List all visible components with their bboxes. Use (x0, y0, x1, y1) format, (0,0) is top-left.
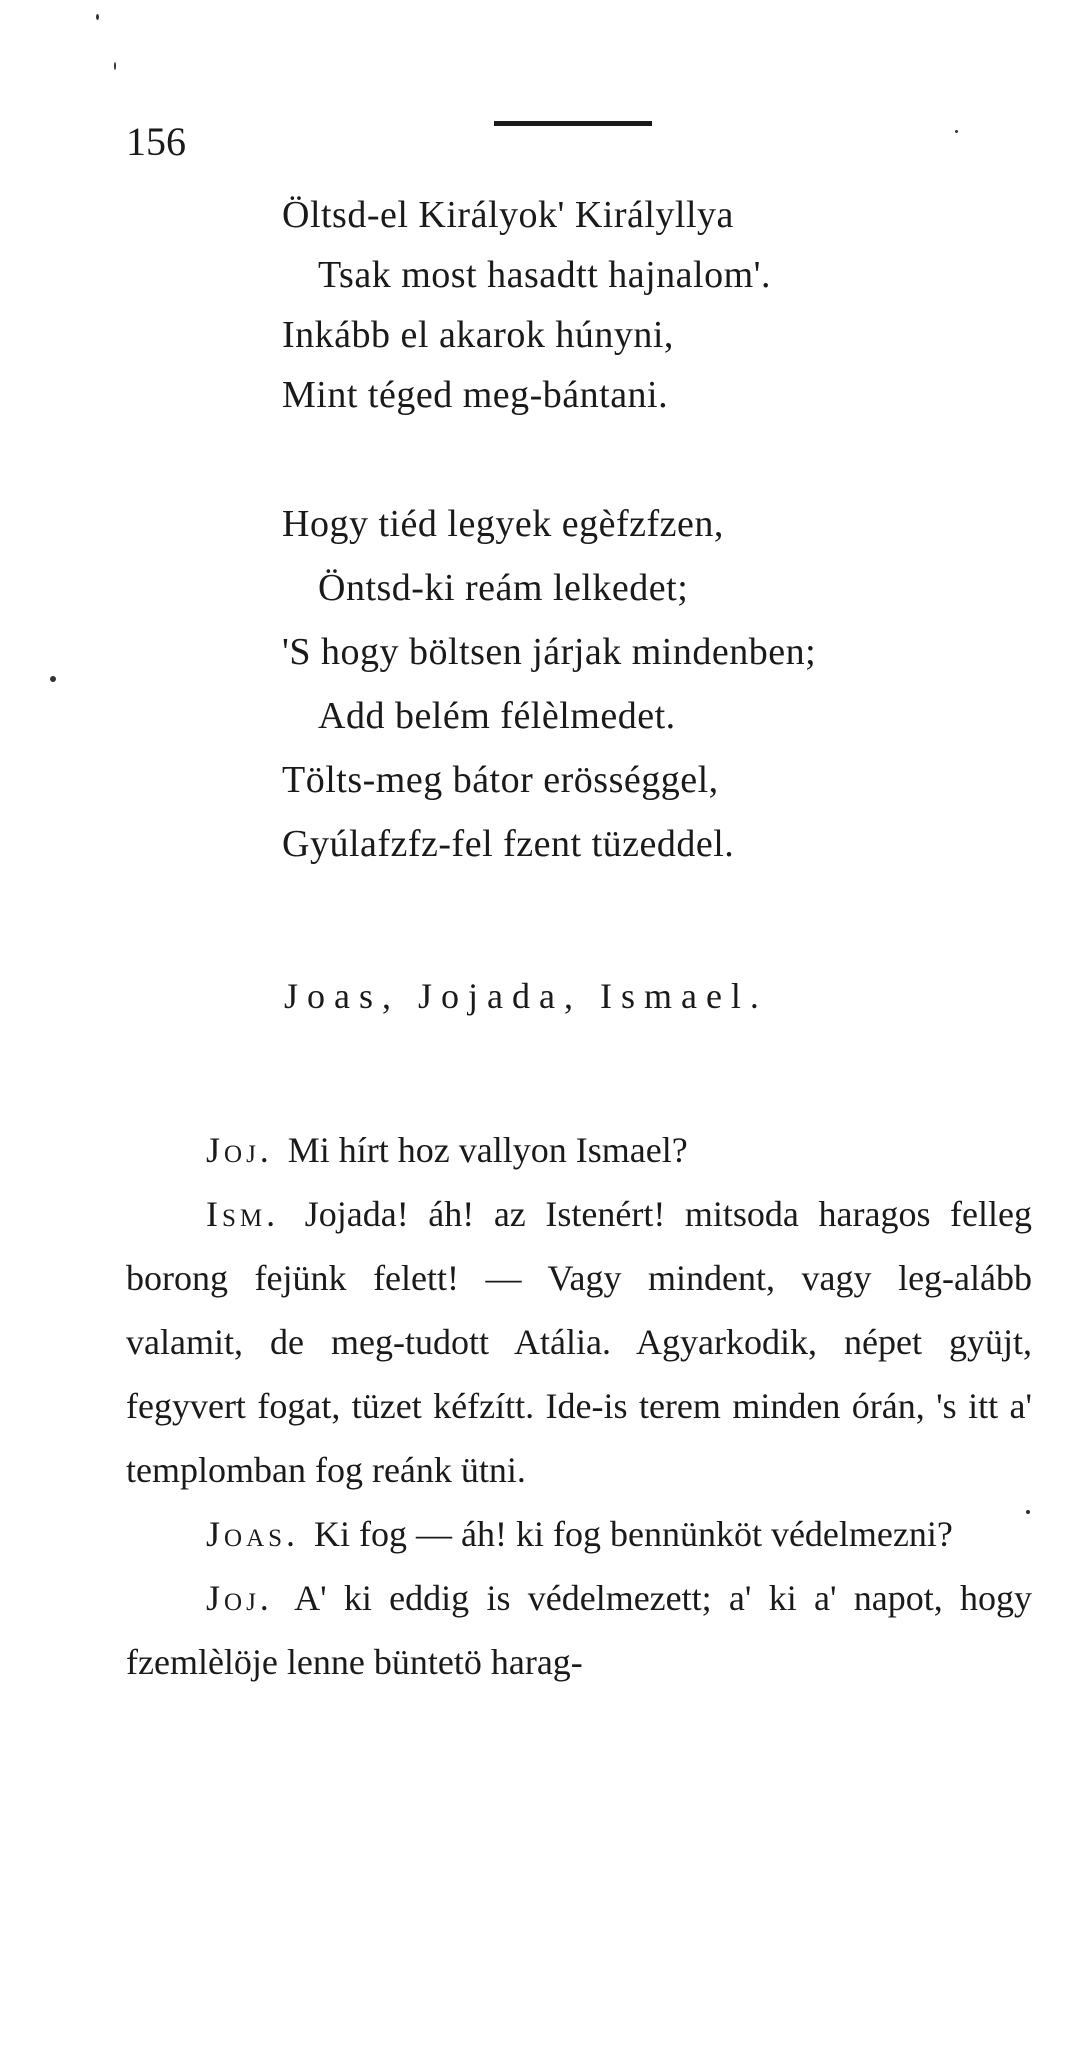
scene-heading: Joas, Jojada, Ismael. (284, 976, 768, 1016)
dialogue-text: A' ki eddig is védelmezett; a' ki a' napot, hogy fzemlèlöje lenne büntetö harag- (126, 1578, 1033, 1682)
page-number: 156 (126, 119, 186, 164)
verse-line: Gyúlafzfz-fel fzent tüzeddel. (282, 823, 735, 865)
verse-line: Tsak most hasadtt hajnalom'. (318, 254, 772, 296)
scan-speck (96, 14, 99, 20)
dialogue-paragraph (126, 1566, 1032, 1694)
dialogue-text: Ki fog — áh! ki fog bennünköt védelmezni? (314, 1514, 953, 1554)
dialogue-text: Jojada! áh! az Istenért! mitsoda haragos felleg borong fejünk felett! — Vagy mindent, vagy leg-alább valamit, de meg-tudott Atália. Agyarkodik, népet gyüjt, fegyvert fogat, tüzet kéfzítt. Ide-is terem minden órán, 's itt a' templomban fog reánk ütni. (126, 1194, 1032, 1490)
dialogue-text: Mi hírt hoz vallyon Ismael? (287, 1130, 688, 1170)
scan-speck (50, 676, 56, 682)
verse-line: 'S hogy böltsen járjak mindenben; (282, 631, 817, 673)
header-rule (494, 121, 652, 126)
verse-line: Hogy tiéd legyek egèfzfzen, (282, 503, 724, 545)
dialogue-paragraph (126, 1502, 1032, 1566)
scan-speck (114, 62, 116, 70)
scan-speck (955, 130, 958, 133)
verse-line: Öntsd-ki reám lelkedet; (318, 567, 689, 609)
scan-speck (1026, 1510, 1030, 1514)
dialogue-paragraph (126, 1182, 1032, 1502)
speaker-label: Ism. (206, 1194, 280, 1234)
verse-line: Tölts-meg bátor erösséggel, (282, 759, 719, 801)
verse-line: Add belém félèlmedet. (318, 695, 676, 737)
dialogue-block (126, 1118, 1032, 1694)
verse-line: Mint téged meg-bántani. (282, 374, 669, 416)
speaker-label: Joas. (206, 1514, 300, 1554)
verse-line: Öltsd-el Királyok' Királyllya (282, 194, 734, 236)
speaker-label: Joj. (206, 1578, 273, 1618)
speaker-label: Joj. (206, 1130, 273, 1170)
dialogue-paragraph (126, 1118, 1032, 1182)
verse-line: Inkább el akarok húnyni, (282, 314, 674, 356)
